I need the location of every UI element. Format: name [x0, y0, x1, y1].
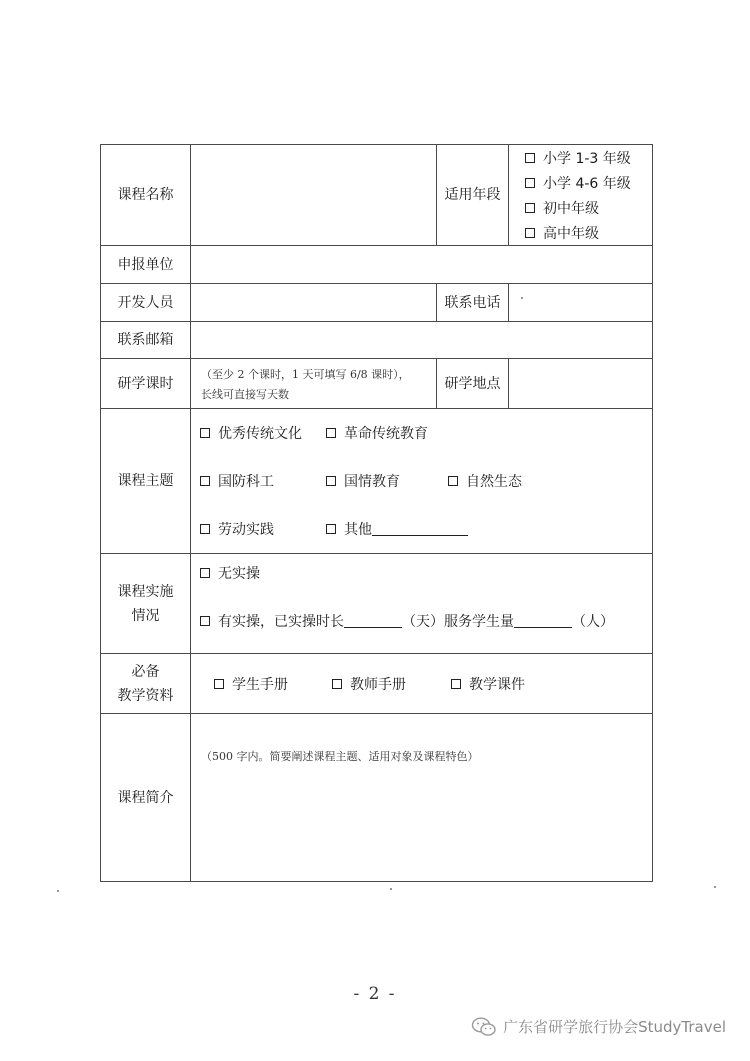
label-materials-line2: 教学资料	[117, 687, 174, 704]
duration-blank-line[interactable]	[344, 614, 402, 628]
grade-option-3[interactable]	[525, 195, 652, 220]
checkbox-icon[interactable]	[326, 428, 336, 438]
page-number: - 2 -	[353, 984, 397, 1004]
materials-options	[191, 654, 653, 714]
application-form-table	[100, 144, 653, 882]
checkbox-icon[interactable]	[200, 476, 210, 486]
hours-note-line2: 长线可直接写天数	[201, 387, 289, 401]
label-grade: 适用年段	[437, 145, 509, 246]
checkbox-icon[interactable]	[451, 679, 461, 689]
theme-option[interactable]	[326, 471, 448, 491]
impl-option-has[interactable]	[200, 611, 614, 631]
label-materials-line1: 必备	[131, 663, 160, 680]
label-unit: 申报单位	[101, 246, 191, 284]
scan-speck	[521, 297, 523, 299]
grade-option-2[interactable]	[525, 170, 652, 195]
hours-field[interactable]	[191, 359, 437, 409]
scan-speck	[57, 890, 59, 892]
students-blank-line[interactable]	[514, 614, 572, 628]
label-implementation-line1: 课程实施	[117, 583, 174, 600]
theme-option[interactable]	[448, 471, 522, 491]
row-materials	[101, 654, 653, 714]
checkbox-icon[interactable]	[332, 679, 342, 689]
checkbox-icon[interactable]	[200, 524, 210, 534]
scan-speck	[390, 888, 392, 890]
label-intro: 课程简介	[101, 714, 191, 882]
theme-option[interactable]	[200, 471, 326, 491]
theme-label: 劳动实践	[218, 522, 274, 538]
theme-row-3	[200, 505, 652, 553]
theme-option[interactable]	[200, 519, 326, 539]
label-materials	[101, 654, 191, 714]
theme-row-1	[200, 409, 652, 457]
label-hours: 研学课时	[101, 359, 191, 409]
checkbox-icon[interactable]	[448, 476, 458, 486]
theme-row-2	[200, 457, 652, 505]
material-option[interactable]	[214, 674, 332, 694]
location-field[interactable]	[509, 359, 653, 409]
label-location: 研学地点	[437, 359, 509, 409]
other-blank-line[interactable]	[372, 522, 468, 536]
material-label: 教学课件	[469, 676, 525, 693]
checkbox-icon[interactable]	[326, 476, 336, 486]
watermark	[471, 1016, 726, 1037]
scan-speck	[714, 886, 716, 888]
label-email: 联系邮箱	[101, 322, 191, 359]
materials-row	[214, 674, 652, 694]
email-field[interactable]	[191, 322, 653, 359]
intro-field[interactable]	[191, 714, 653, 882]
impl-option-none[interactable]	[200, 563, 260, 583]
checkbox-icon[interactable]	[525, 228, 535, 238]
course-name-field[interactable]	[191, 145, 437, 246]
row-intro	[101, 714, 653, 882]
implementation-options	[191, 554, 653, 654]
impl-row-1	[200, 556, 652, 590]
material-option[interactable]	[451, 674, 525, 694]
row-implementation	[101, 554, 653, 654]
row-course-name	[101, 145, 653, 246]
theme-label: 革命传统教育	[344, 426, 428, 442]
grade-label: 初中年级	[543, 200, 599, 217]
grade-option-1[interactable]	[525, 145, 652, 170]
impl-label-c: （人）	[572, 613, 614, 630]
impl-row-2	[200, 604, 652, 638]
label-implementation	[101, 554, 191, 654]
unit-field[interactable]	[191, 246, 653, 284]
developer-field[interactable]	[191, 284, 437, 322]
grade-label: 小学 1-3 年级	[543, 150, 631, 167]
intro-note: （500 字内。简要阐述课程主题、适用对象及课程特色）	[201, 750, 479, 763]
row-theme	[101, 409, 653, 554]
material-label: 学生手册	[232, 676, 288, 693]
label-phone: 联系电话	[437, 284, 509, 322]
label-course-name: 课程名称	[101, 145, 191, 246]
material-label: 教师手册	[350, 676, 406, 693]
impl-label-a: 有实操，已实操时长	[218, 613, 344, 630]
theme-option[interactable]	[200, 423, 326, 443]
checkbox-icon[interactable]	[200, 616, 210, 626]
grade-options	[509, 145, 653, 246]
theme-label: 国情教育	[344, 474, 400, 490]
theme-label: 国防科工	[218, 474, 274, 490]
checkbox-icon[interactable]	[200, 428, 210, 438]
label-implementation-line2: 情况	[131, 607, 160, 624]
wechat-icon	[471, 1017, 497, 1037]
impl-label-b: （天）服务学生量	[402, 613, 514, 630]
checkbox-icon[interactable]	[214, 679, 224, 689]
checkbox-icon[interactable]	[525, 178, 535, 188]
row-hours	[101, 359, 653, 409]
checkbox-icon[interactable]	[200, 568, 210, 578]
watermark-text: 广东省研学旅行协会StudyTravel	[503, 1018, 726, 1036]
checkbox-icon[interactable]	[326, 524, 336, 534]
theme-option[interactable]	[326, 423, 428, 443]
theme-label: 优秀传统文化	[218, 426, 302, 442]
row-developer	[101, 284, 653, 322]
checkbox-icon[interactable]	[525, 203, 535, 213]
checkbox-icon[interactable]	[525, 153, 535, 163]
material-option[interactable]	[332, 674, 451, 694]
hours-note-line1: （至少 2 个课时，1 天可填写 6/8 课时），	[201, 367, 410, 381]
grade-label: 高中年级	[543, 225, 599, 242]
theme-options	[191, 409, 653, 554]
label-theme: 课程主题	[101, 409, 191, 554]
phone-field[interactable]	[509, 284, 653, 322]
theme-option-other[interactable]	[326, 519, 468, 539]
impl-label: 无实操	[218, 565, 260, 582]
row-email	[101, 322, 653, 359]
row-unit	[101, 246, 653, 284]
label-developer: 开发人员	[101, 284, 191, 322]
theme-label: 其他	[344, 522, 372, 538]
grade-option-4[interactable]	[525, 220, 652, 245]
theme-label: 自然生态	[466, 474, 522, 490]
grade-label: 小学 4-6 年级	[543, 175, 631, 192]
